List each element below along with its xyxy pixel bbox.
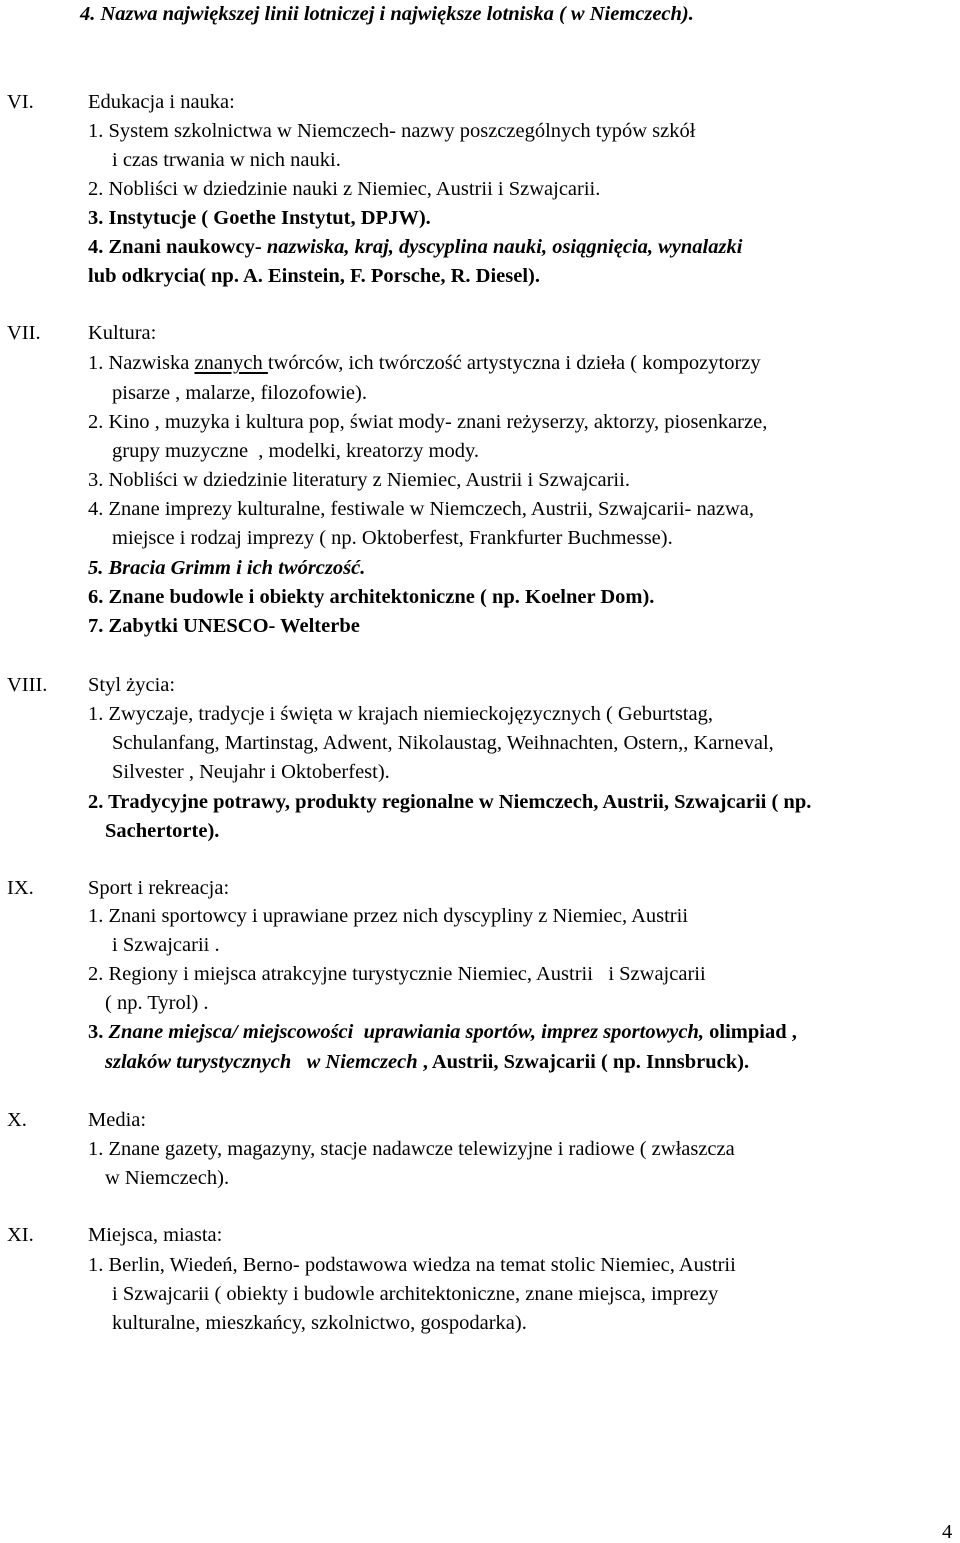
- list-item: 1. Zwyczaje, tradycje i święta w krajach niemieckojęzycznych ( Geburtstag,: [88, 703, 713, 725]
- list-item-continuation: pisarze , malarze, filozofowie).: [112, 382, 367, 404]
- list-item: 4. Znane imprezy kulturalne, festiwale w Niemczech, Austrii, Szwajcarii- nazwa,: [88, 498, 754, 520]
- list-item: 1. Znane gazety, magazyny, stacje nadawcze telewizyjne i radiowe ( zwłaszcza: [88, 1138, 735, 1160]
- list-item-continuation: i Szwajcarii .: [112, 934, 220, 956]
- section-numeral-ix: IX.: [7, 877, 34, 899]
- list-item-continuation: w Niemczech).: [105, 1167, 230, 1189]
- list-item: 5. Bracia Grimm i ich twórczość.: [88, 557, 366, 579]
- list-item-italic-text: nazwiska, kraj, dyscyplina nauki, osiągnięcia, wynalazki: [266, 236, 743, 258]
- list-item: 1. Berlin, Wiedeń, Berno- podstawowa wiedza na temat stolic Niemiec, Austrii: [88, 1254, 736, 1276]
- list-item-text: 3.: [88, 1021, 109, 1043]
- list-item: 3. Nobliści w dziedzinie literatury z Niemiec, Austrii i Szwajcarii.: [88, 469, 630, 491]
- list-item: 3. Instytucje ( Goethe Instytut, DPJW).: [88, 207, 431, 229]
- section-numeral-xi: XI.: [7, 1224, 34, 1246]
- section-title-sport: Sport i rekreacja:: [88, 877, 230, 899]
- list-item: 1. Znani sportowcy i uprawiane przez nich dyscypliny z Niemiec, Austrii: [88, 905, 689, 927]
- list-item-continuation: [105, 1052, 749, 1073]
- list-item: [88, 1022, 797, 1043]
- list-item: 2. Regiony i miejsca atrakcyjne turystycznie Niemiec, Austrii i Szwajcarii: [88, 963, 706, 985]
- list-item: [88, 237, 742, 258]
- section-title-places: Miejsca, miasta:: [88, 1224, 223, 1246]
- section-numeral-vii: VII.: [7, 322, 41, 344]
- list-item: 7. Zabytki UNESCO- Welterbe: [88, 615, 360, 637]
- list-item: [88, 353, 761, 374]
- list-item-text: , Austrii, Szwajcarii ( np. Innsbruck).: [417, 1051, 750, 1073]
- list-item-text: twórców, ich twórczość artystyczna i dzieła ( kompozytorzy: [267, 352, 761, 374]
- section-title-media: Media:: [88, 1109, 147, 1131]
- list-item-italic-text: szlaków turystycznych w Niemczech: [105, 1051, 418, 1073]
- page-number: 4: [942, 1521, 953, 1543]
- list-item-italic-text: Znane miejsca/ miejscowości uprawiania sportów, imprez sportowych,: [108, 1021, 704, 1043]
- list-item: 2. Tradycyjne potrawy, produkty regionalne w Niemczech, Austrii, Szwajcarii ( np.: [88, 791, 812, 813]
- section-title-lifestyle: Styl życia:: [88, 674, 176, 696]
- list-item-continuation: Sachertorte).: [105, 820, 220, 842]
- section-title-education: Edukacja i nauka:: [88, 91, 235, 113]
- section-numeral-vi: VI.: [7, 91, 34, 113]
- heading-item-4: 4. Nazwa największej linii lotniczej i największe lotniska ( w Niemczech).: [80, 3, 694, 25]
- list-item-continuation: kulturalne, mieszkańcy, szkolnictwo, gospodarka).: [112, 1312, 527, 1334]
- list-item-continuation: Schulanfang, Martinstag, Adwent, Nikolaustag, Weihnachten, Ostern,, Karneval,: [112, 732, 774, 754]
- list-item-text: olimpiad ,: [704, 1021, 797, 1043]
- list-item-continuation: lub odkrycia( np. A. Einstein, F. Porsche, R. Diesel).: [88, 265, 540, 287]
- list-item-continuation: i Szwajcarii ( obiekty i budowle architektoniczne, znane miejsca, imprezy: [112, 1283, 719, 1305]
- list-item-continuation: grupy muzyczne , modelki, kreatorzy mody.: [112, 440, 479, 462]
- list-item-text: 1. Nazwiska: [88, 352, 195, 374]
- list-item-continuation: miejsce i rodzaj imprezy ( np. Oktoberfest, Frankfurter Buchmesse).: [112, 527, 673, 549]
- list-item: 1. System szkolnictwa w Niemczech- nazwy poszczególnych typów szkół: [88, 120, 696, 142]
- list-item-continuation: i czas trwania w nich nauki.: [112, 149, 341, 171]
- section-numeral-x: X.: [7, 1109, 27, 1131]
- list-item-text: 4. Znani naukowcy-: [88, 236, 267, 258]
- list-item-continuation: ( np. Tyrol) .: [105, 992, 209, 1014]
- section-title-culture: Kultura:: [88, 322, 157, 344]
- list-item: 6. Znane budowle i obiekty architektoniczne ( np. Koelner Dom).: [88, 586, 655, 608]
- list-item: 2. Kino , muzyka i kultura pop, świat mody- znani reżyserzy, aktorzy, piosenkarze,: [88, 411, 768, 433]
- section-numeral-viii: VIII.: [7, 674, 48, 696]
- list-item-continuation: Silvester , Neujahr i Oktoberfest).: [112, 761, 390, 783]
- underlined-word: znanych: [194, 352, 268, 374]
- list-item: 2. Nobliści w dziedzinie nauki z Niemiec, Austrii i Szwajcarii.: [88, 178, 601, 200]
